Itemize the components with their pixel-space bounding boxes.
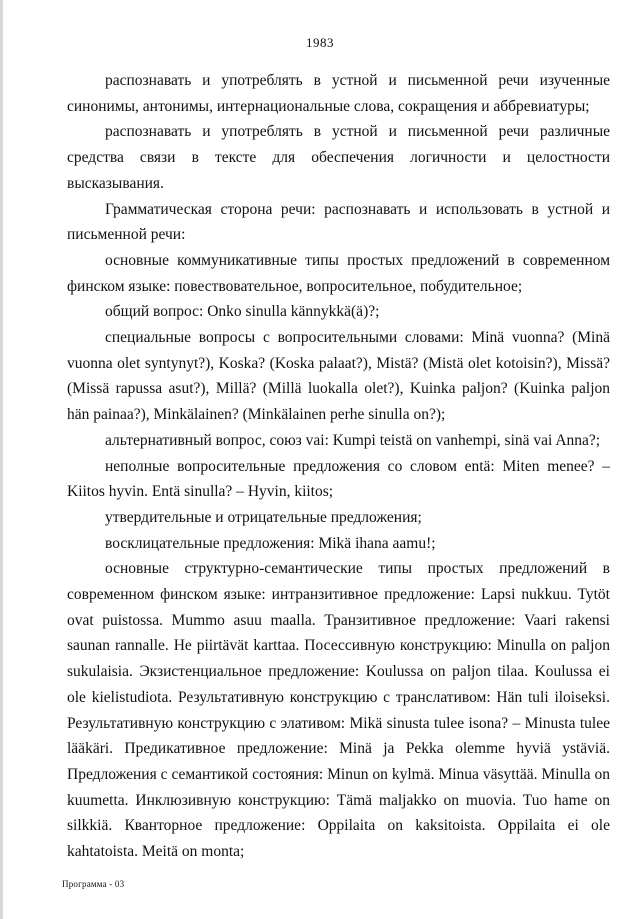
page-number: 1983 — [306, 35, 334, 50]
paragraph-incomplete-questions: неполные вопросительные предложения со словом entä: Miten menee? – Kiitos hyvin. Entä sinulla? – Hyvin, kiitos; — [67, 457, 610, 501]
paragraph-special-questions: специальные вопросы с вопросительными словами: Minä vuonna? (Minä vuonna olet syntynyt?), Koska? (Koska palaat?), Mistä? (Mistä olet kotoisin?), Missä? (Missä rapussa asut?), Millä? (Millä luokalla olet?), Kuinka paljon? (Kuinka paljon hän painaa?), Minkälainen? (Minkälainen perhe sinulla on?); — [67, 329, 610, 424]
body-text — [67, 68, 610, 865]
paragraph-communicative-types: основные коммуникативные типы простых предложений в современном финском языке: повествовательное, вопросительное, побудительное; — [67, 251, 610, 295]
paragraph-lexical-synonyms: распознавать и употреблять в устной и письменной речи изученные синонимы, антонимы, интернациональные слова, сокращения и аббревиатуры; — [67, 72, 610, 115]
paragraph-structural-types: основные структурно-семантические типы простых предложений в современном финском языке: интранзитивное предложение: Lapsi nukkuu. Tytöt ovat puistossa. Mummo asuu maalla. Транзитивное предложение: Vaari rakensi saunan rannalle. He piirtävät karttaa. Посессивную конструкцию: Minulla on paljon sukulaisia. Экзистенциальное предложение: Koulussa on paljon tilaa. Koulussa ei ole kielistudiota. Результативную конструкцию с транслативом: Hän tuli iloiseksi. Результативную конструкцию с элативом: Mikä sinusta tulee isona? – Minusta tulee lääkäri. Предикативное предложение: Minä ja Pekka olemme hyviä ystäviä. Предложения с семантикой состояния: Minun on kylmä. Minua väsyttää. Minulla on kuumetta. Инклюзивную конструкцию: Tämä maljakko on muovia. Tuo hame on silkkiä. Кванторное предложение: Oppilaita on kaksitoista. Oppilaita ei ole kahtatoista. Meitä on monta; — [67, 560, 610, 861]
paragraph-linking-devices: распознавать и употреблять в устной и письменной речи различные средства связи в тексте для обеспечения логичности и целостности высказывания. — [67, 123, 610, 192]
paragraph-grammar-heading: Грамматическая сторона речи: распознавать и использовать в устной и письменной речи: — [67, 200, 610, 244]
scan-edge — [0, 0, 3, 919]
paragraph-affirmative-negative: утвердительные и отрицательные предложения; — [105, 508, 422, 526]
paragraph-general-question: общий вопрос: Onko sinulla kännykkä(ä)?; — [105, 303, 380, 321]
footer-program-label: Программа - 03 — [62, 879, 125, 889]
paragraph-exclamatory: восклицательные предложения: Mikä ihana aamu!; — [105, 534, 436, 552]
paragraph-alternative-question: альтернативный вопрос, союз vai: Kumpi teistä on vanhempi, sinä vai Anna?; — [105, 431, 601, 449]
